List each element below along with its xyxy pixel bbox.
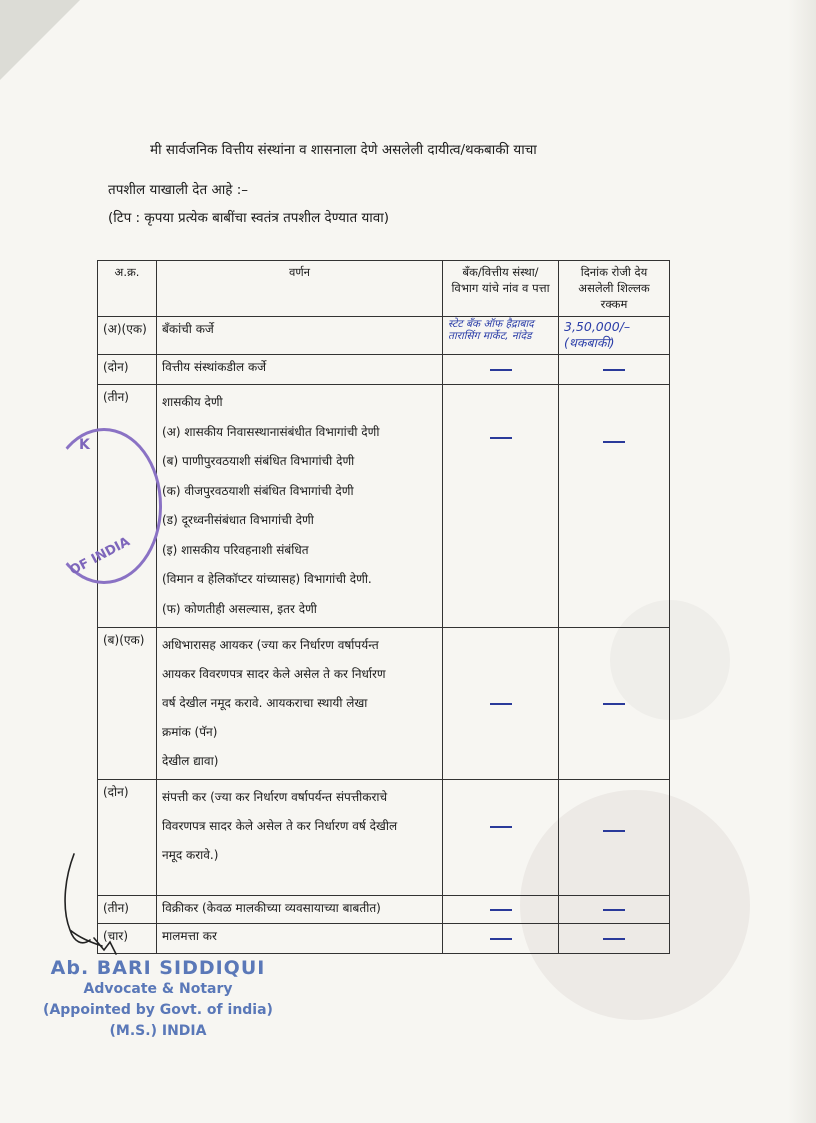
seal-line: (Appointed by Govt. of india) <box>43 1002 273 1018</box>
sub-item: (इ) शासकीय परिवहनाशी संबंधित <box>162 542 309 557</box>
nil-dash <box>490 369 512 371</box>
sub-item: (ड) दूरध्वनीसंबंधात विभागांची देणी <box>162 513 314 527</box>
amount-cell <box>559 780 670 896</box>
header-institution: बँक/वित्तीय संस्था/ विभाग यांचे नांव व पत्ता <box>443 261 559 317</box>
sub-item: (अ) शासकीय निवासस्थानासंबंधीत विभागांची देणी <box>162 424 380 439</box>
table-header-row <box>98 261 670 317</box>
row-number: (ब)(एक) <box>98 628 157 780</box>
row-number: (अ)(एक) <box>98 317 157 355</box>
round-stamp <box>46 428 162 584</box>
nil-dash <box>603 703 625 705</box>
page-edge <box>788 0 816 1123</box>
row-description: वित्तीय संस्थांकडील कर्जे <box>157 355 443 385</box>
row-number: (दोन) <box>98 780 157 896</box>
nil-dash <box>490 909 512 911</box>
stamp-letter: K <box>79 437 90 453</box>
institution-cell <box>443 628 559 780</box>
desc-line: देखील द्यावा) <box>162 754 219 768</box>
advocate-seal <box>38 958 278 1042</box>
nil-dash <box>603 441 625 443</box>
header-serial: अ.क्र. <box>98 261 157 317</box>
institution-cell <box>443 896 559 924</box>
row-description <box>157 780 443 896</box>
nil-dash <box>490 703 512 705</box>
desc-line: आयकर विवरणपत्र सादर केले असेल ते कर निर्धारण <box>162 667 386 681</box>
header-amount: दिनांक रोजी देय असलेली शिल्लक रक्कम <box>559 261 670 317</box>
table-row <box>98 924 670 954</box>
amount-cell <box>559 924 670 954</box>
intro-line-3: (टिप : कृपया प्रत्येक बाबींचा स्वतंत्र तपशील देण्यात यावा) <box>108 210 390 226</box>
nil-dash <box>490 938 512 940</box>
sub-item: (ब) पाणीपुरवठयाशी संबंधित विभागांची देणी <box>162 454 355 468</box>
nil-dash <box>490 437 512 439</box>
row-description <box>157 628 443 780</box>
row-description <box>157 385 443 628</box>
seal-line: (M.S.) INDIA <box>109 1023 207 1039</box>
nil-dash <box>490 826 512 828</box>
stamp-text: OF INDIA <box>67 534 133 579</box>
sub-item: (विमान व हेलिकॉप्टर यांच्यासह) विभागांची देणी. <box>162 572 372 586</box>
liabilities-table <box>97 260 670 954</box>
handwritten-institution: स्टेट बँक ऑफ हैद्राबाद तारासिंग मार्केट, नांदेड <box>443 317 559 355</box>
table-row <box>98 628 670 780</box>
signature-mark <box>60 850 140 960</box>
amount-cell <box>559 628 670 780</box>
desc-line: क्रमांक (पॅन) <box>162 725 218 739</box>
row-description: विक्रीकर (केवळ मालकीच्या व्यवसायाच्या बाबतीत) <box>157 896 443 924</box>
nil-dash <box>603 369 625 371</box>
institution-cell <box>443 385 559 628</box>
seal-line: Advocate & Notary <box>83 981 233 997</box>
desc-line: विवरणपत्र सादर केले असेल ते कर निर्धारण वर्ष देखील <box>162 819 398 833</box>
amount-cell <box>559 896 670 924</box>
sub-item: (क) वीजपुरवठयाशी संबंधित विभागांची देणी <box>162 483 354 498</box>
sub-item: (फ) कोणतीही असल्यास, इतर देणी <box>162 601 317 616</box>
table-row <box>98 355 670 385</box>
table-row <box>98 317 670 355</box>
seal-name: Ab. BARI SIDDIQUI <box>50 957 266 979</box>
row-number: (चार) <box>98 924 157 954</box>
row-number: (दोन) <box>98 355 157 385</box>
desc-line: संपत्ती कर (ज्या कर निर्धारण वर्षापर्यन्त संपत्तीकराचे <box>162 790 388 804</box>
institution-cell <box>443 780 559 896</box>
desc-line: वर्ष देखील नमूद करावे. आयकराचा स्थायी लेखा <box>162 696 368 710</box>
desc-line: नमूद करावे.) <box>162 848 219 862</box>
handwritten-amount: 3,50,000/– (थकबाकी) <box>559 317 670 355</box>
row-number: (तीन) <box>98 385 157 628</box>
nil-dash <box>603 938 625 940</box>
row-description: बँकांची कर्जे <box>157 317 443 355</box>
desc-line: अधिभारासह आयकर (ज्या कर निर्धारण वर्षापर्यन्त <box>162 638 379 652</box>
intro-line-2: तपशील याखाली देत आहे :– <box>108 182 249 198</box>
folded-corner <box>0 0 80 80</box>
row-title: शासकीय देणी <box>162 395 223 409</box>
institution-cell <box>443 355 559 385</box>
row-number: (तीन) <box>98 896 157 924</box>
amount-cell <box>559 385 670 628</box>
row-description: मालमत्ता कर <box>157 924 443 954</box>
intro-line-1: मी सार्वजनिक वित्तीय संस्थांना व शासनाला देणे असलेली दायीत्व/थकबाकी याचा <box>150 142 537 158</box>
amount-cell <box>559 355 670 385</box>
nil-dash <box>603 909 625 911</box>
table-row <box>98 896 670 924</box>
table-row <box>98 780 670 896</box>
nil-dash <box>603 830 625 832</box>
table-row <box>98 385 670 628</box>
header-description: वर्णन <box>157 261 443 317</box>
institution-cell <box>443 924 559 954</box>
